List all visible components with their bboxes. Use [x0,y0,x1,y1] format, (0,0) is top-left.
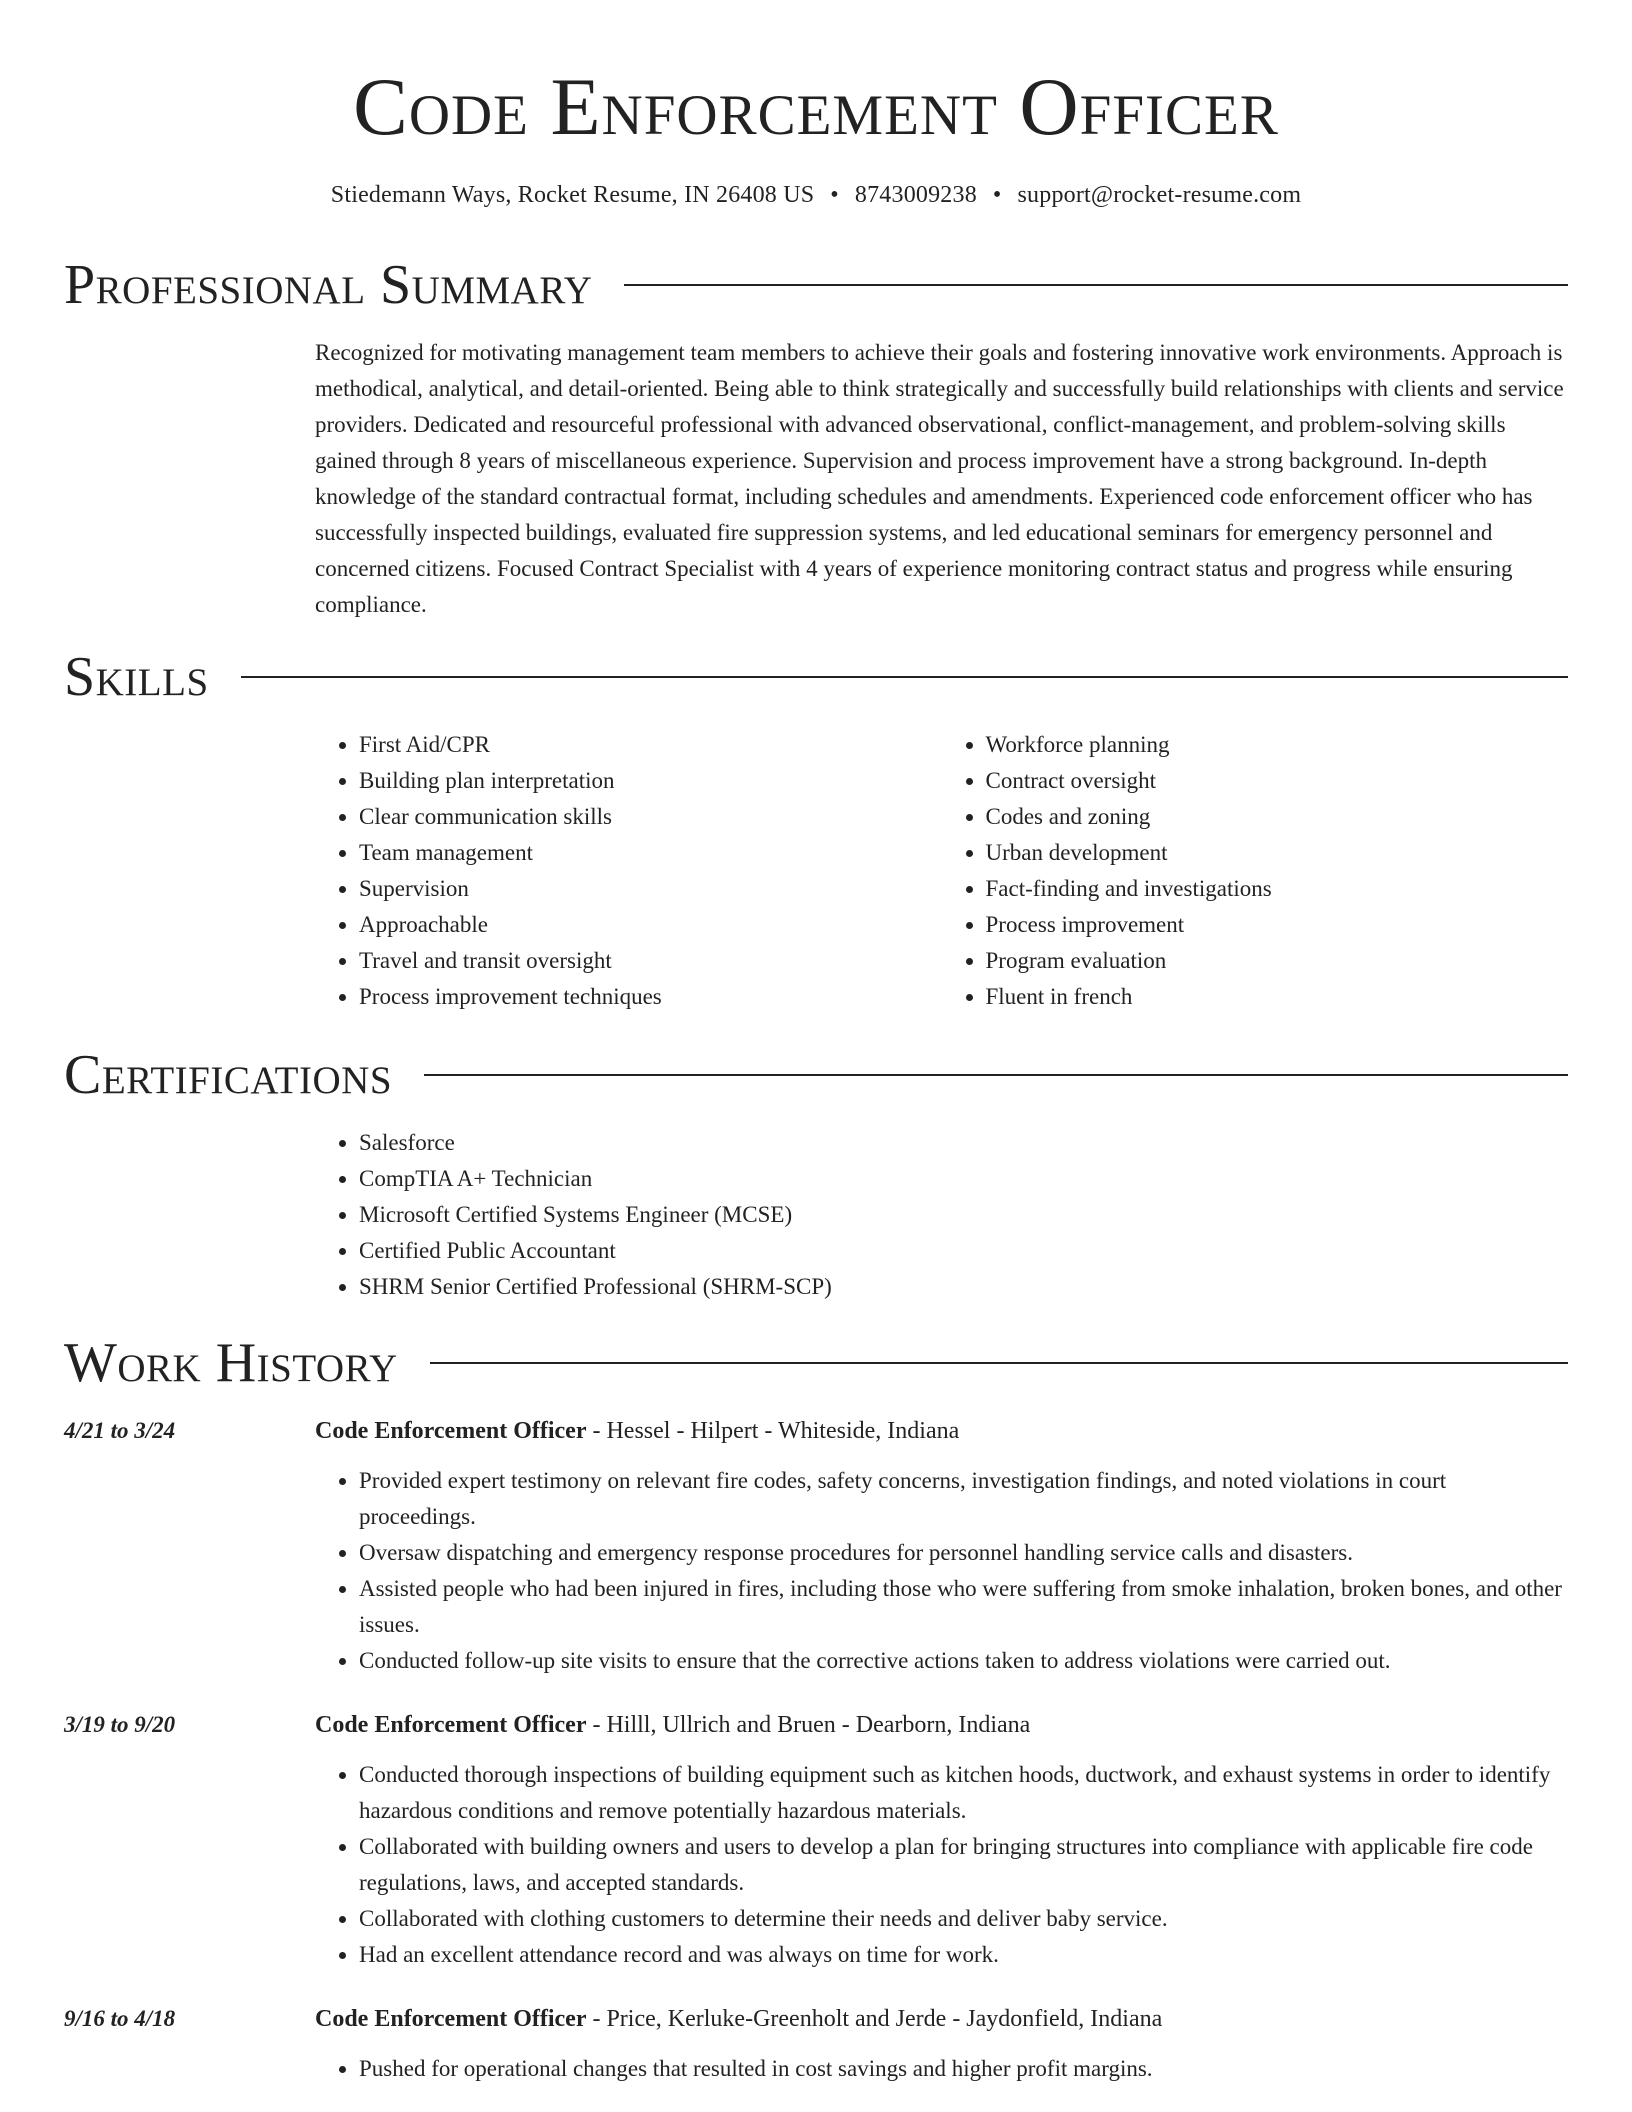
job-dates: 9/16 to 4/18 [64,2006,176,2031]
section-divider [241,676,1568,678]
job-title-line [315,1707,1568,1743]
job-title: Code Enforcement Officer [315,1712,587,1738]
job-title-line [315,2001,1568,2037]
section-heading: Professional Summary [64,254,593,316]
certifications-list [315,1125,1568,1305]
job-bullet: • Collaborated with clothing customers to determine their needs and deliver baby service. [359,1901,1568,1937]
skill-item: • Workforce planning [986,727,1569,763]
section-heading: Certifications [64,1044,393,1106]
section-heading: Work History [64,1332,398,1394]
skill-item: • Fact-finding and investigations [986,871,1569,907]
job-entry [64,2001,1568,2087]
job-bullet: • Pushed for operational changes that resulted in cost savings and higher profit margins. [359,2051,1568,2087]
job-bullets [315,2051,1568,2087]
contact-address: Stiedemann Ways, Rocket Resume, IN 26408 US [330,182,815,208]
job-title: Code Enforcement Officer [315,1418,587,1444]
job-bullet: • Had an excellent attendance record and was always on time for work. [359,1937,1568,1973]
contact-line [64,182,1568,209]
skill-item: • Fluent in french [986,979,1569,1015]
job-title: Code Enforcement Officer [315,2006,587,2032]
contact-separator: • [830,182,839,208]
skill-item: • Process improvement [986,907,1569,943]
skill-item: • Urban development [986,835,1569,871]
section-divider [624,284,1568,286]
certification-item: • Certified Public Accountant [359,1233,1568,1269]
skills-header [64,646,1568,708]
section-divider [424,1074,1568,1076]
skills-column-left [315,727,942,1015]
work-history-list [64,1413,1568,2087]
job-bullet: • Conducted follow-up site visits to ensure that the corrective actions taken to address violations were carried out. [359,1643,1568,1679]
job-bullet: • Collaborated with building owners and users to develop a plan for bringing structures into compliance with applicable fire code regulations, laws, and accepted standards. [359,1829,1568,1901]
certification-item: • CompTIA A+ Technician [359,1161,1568,1197]
section-heading: Skills [64,646,209,708]
contact-phone: 8743009238 [854,182,977,208]
job-employer: - Price, Kerluke-Greenholt and Jerde - Jaydonfield, Indiana [586,2006,1163,2032]
job-employer: - Hessel - Hilpert - Whiteside, Indiana [586,1418,960,1444]
skill-item: • Codes and zoning [986,799,1569,835]
job-entry [64,1413,1568,1679]
work-history-header [64,1332,1568,1394]
certification-item: • SHRM Senior Certified Professional (SHRM-SCP) [359,1269,1568,1305]
job-detail [315,2001,1568,2087]
job-bullet: • Oversaw dispatching and emergency response procedures for personnel handling service calls and disasters. [359,1535,1568,1571]
skill-item: • Supervision [359,871,942,907]
skills-list [315,727,1568,1015]
skill-item: • Building plan interpretation [359,763,942,799]
certification-item: • Salesforce [359,1125,1568,1161]
professional-summary-header [64,254,1568,316]
certification-item: • Microsoft Certified Systems Engineer (MCSE) [359,1197,1568,1233]
job-detail [315,1413,1568,1679]
summary-text: Recognized for motivating management team members to achieve their goals and fostering innovative work environments. Approach is methodical, analytical, and detail-oriented. Being able to think strategically and successfully build relationships with clients and service providers. Dedicated and resourceful professional with advanced observational, conflict-management, and problem-solving skills gained through 8 years of miscellaneous experience. Supervision and process improvement have a strong background. In-depth knowledge of the standard contractual format, including schedules and amendments. Experienced code enforcement officer who has successfully inspected buildings, evaluated fire suppression systems, and led educational seminars for emergency personnel and concerned citizens. Focused Contract Specialist with 4 years of experience monitoring contract status and progress while ensuring compliance. [315,340,1564,617]
skill-item: • First Aid/CPR [359,727,942,763]
section-divider [430,1362,1568,1364]
job-dates: 4/21 to 3/24 [64,1418,176,1443]
skill-item: • Contract oversight [986,763,1569,799]
job-bullet: • Provided expert testimony on relevant fire codes, safety concerns, investigation findings, and noted violations in court proceedings. [359,1463,1568,1535]
certifications-header [64,1044,1568,1106]
job-title-line [315,1413,1568,1449]
job-bullets [315,1757,1568,1973]
skill-item: • Clear communication skills [359,799,942,835]
job-employer: - Hilll, Ullrich and Bruen - Dearborn, Indiana [586,1712,1031,1738]
job-bullet: • Conducted thorough inspections of building equipment such as kitchen hoods, ductwork, and exhaust systems in order to identify hazardous conditions and remove potentially hazardous materials. [359,1757,1568,1829]
job-bullets [315,1463,1568,1679]
contact-email: support@rocket-resume.com [1017,182,1302,208]
job-dates: 3/19 to 9/20 [64,1712,176,1737]
skills-column-right [942,727,1569,1015]
skill-item: • Team management [359,835,942,871]
skill-item: • Travel and transit oversight [359,943,942,979]
skill-item: • Approachable [359,907,942,943]
job-entry [64,1707,1568,1973]
candidate-name: Code Enforcement Officer [353,61,1279,152]
job-bullet: • Assisted people who had been injured in fires, including those who were suffering from smoke inhalation, broken bones, and other issues. [359,1571,1568,1643]
contact-separator: • [992,182,1002,208]
skill-item: • Program evaluation [986,943,1569,979]
skill-item: • Process improvement techniques [359,979,942,1015]
job-detail [315,1707,1568,1973]
